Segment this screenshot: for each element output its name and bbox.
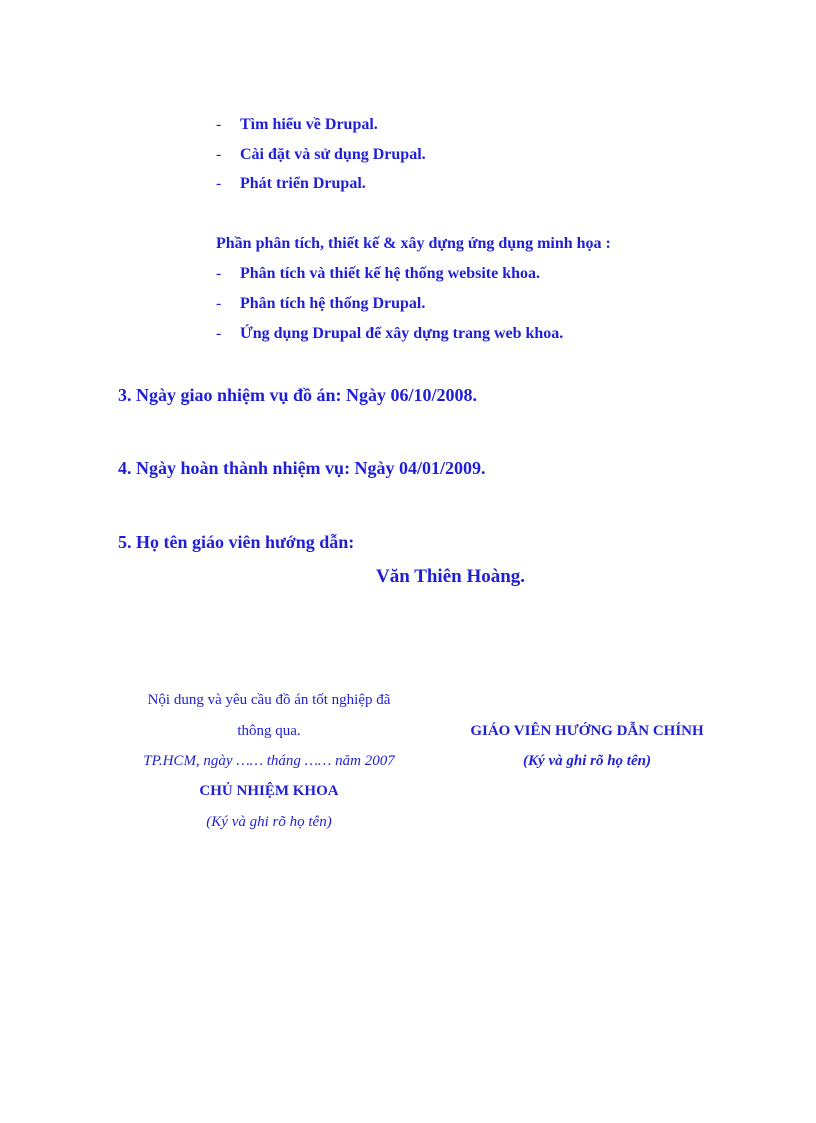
bullet-text: Cài đặt và sử dụng Drupal. — [240, 146, 426, 163]
approval-note-line1: Nội dung và yêu cầu đồ án tốt nghiệp đã — [147, 692, 391, 708]
advisor-heading: 5. Họ tên giáo viên hướng dẫn: — [118, 532, 355, 552]
bullet-text: Phân tích và thiết kế hệ thống website khoa. — [240, 265, 541, 282]
bullet-marker: - — [216, 265, 222, 282]
bullet-text: Phân tích hệ thống Drupal. — [240, 295, 426, 312]
advisor-title: GIÁO VIÊN HƯỚNG DẪN CHÍNH — [470, 723, 704, 739]
dean-sign-note: (Ký và ghi rõ họ tên) — [206, 814, 332, 830]
advisor-name: Văn Thiên Hoàng. — [376, 566, 526, 587]
application-part-heading: Phần phân tích, thiết kế & xây dựng ứng dụng minh họa : — [216, 235, 611, 252]
complete-date-line: 4. Ngày hoàn thành nhiệm vụ: Ngày 04/01/2009. — [118, 458, 486, 478]
bullet-marker: - — [216, 175, 222, 192]
bullet-item — [216, 146, 426, 164]
bullet-item — [216, 325, 563, 343]
assign-date-line: 3. Ngày giao nhiệm vụ đồ án: Ngày 06/10/2008. — [118, 385, 478, 405]
date-place-line: TP.HCM, ngày …… tháng …… năm 2007 — [143, 753, 395, 769]
bullet-marker: - — [216, 146, 222, 163]
bullet-marker: - — [216, 116, 222, 133]
bullet-item — [216, 295, 425, 313]
bullet-item — [216, 116, 378, 134]
bullet-marker: - — [216, 325, 222, 342]
advisor-sign-note: (Ký và ghi rõ họ tên) — [523, 753, 651, 769]
approval-note-line2: thông qua. — [237, 723, 301, 739]
bullet-marker: - — [216, 295, 222, 312]
bullet-text: Phát triển Drupal. — [240, 175, 366, 192]
bullet-item — [216, 265, 540, 283]
bullet-text: Tìm hiểu về Drupal. — [240, 116, 378, 133]
bullet-text: Ứng dụng Drupal để xây dựng trang web khoa. — [240, 325, 564, 342]
bullet-item — [216, 175, 366, 193]
dean-title: CHỦ NHIỆM KHOA — [199, 783, 339, 799]
